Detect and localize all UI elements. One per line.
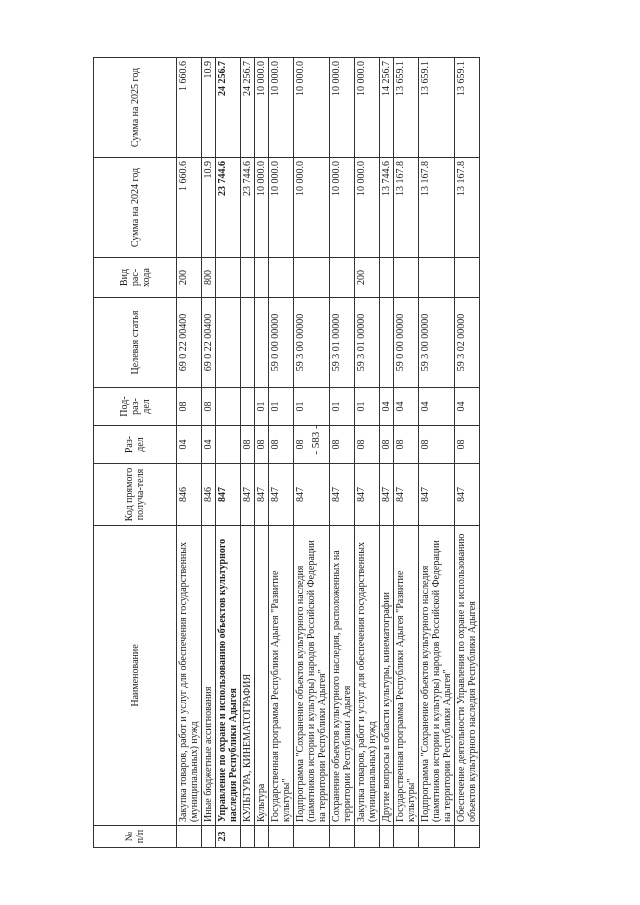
- cell-name: Закупка товаров, работ и услуг для обеспечения государственных (муниципальных) нужд: [177, 526, 202, 826]
- cell-subsection: 08: [202, 388, 216, 426]
- cell-code: 847: [294, 464, 330, 526]
- cell-name: Закупка товаров, работ и услуг для обеспечения государственных (муниципальных) нужд: [355, 526, 380, 826]
- cell-target: 59 3 02 00000: [455, 298, 480, 388]
- table-row: [330, 58, 355, 848]
- cell-subsection: 04: [455, 388, 480, 426]
- cell-sum-2025: 13 659.1: [419, 58, 455, 158]
- cell-num: [419, 826, 455, 848]
- cell-sum-2024: 10 000.0: [255, 158, 269, 258]
- cell-code: 847: [330, 464, 355, 526]
- cell-subsection: 01: [294, 388, 330, 426]
- cell-num: [241, 826, 255, 848]
- cell-section: 04: [202, 426, 216, 464]
- cell-expense-type: 200: [355, 258, 380, 298]
- cell-target: 59 3 00 00000: [294, 298, 330, 388]
- cell-section: [216, 426, 241, 464]
- cell-sum-2024: 13 744.6: [380, 158, 394, 258]
- cell-sum-2024: 23 744.6: [216, 158, 241, 258]
- cell-target: [380, 298, 394, 388]
- cell-name: Государственная программа Республики Адыгея "Развитие культуры": [269, 526, 294, 826]
- header-name: Наименование: [94, 526, 177, 826]
- table-row: [294, 58, 330, 848]
- table-row: [419, 58, 455, 848]
- table-row: [216, 58, 241, 848]
- table-row: [255, 58, 269, 848]
- header-expense-type: Вид рас-хода: [94, 258, 177, 298]
- table-row: [269, 58, 294, 848]
- cell-sum-2024: 13 167.8: [419, 158, 455, 258]
- table-row: [394, 58, 419, 848]
- cell-sum-2024: 10 000.0: [330, 158, 355, 258]
- cell-num: [455, 826, 480, 848]
- rotated-table-container: [93, 58, 583, 848]
- cell-name: Управление по охране и использованию объектов культурного наследия Республики Адыгея: [216, 526, 241, 826]
- cell-code: 847: [241, 464, 255, 526]
- table-row: [177, 58, 202, 848]
- table-row: [455, 58, 480, 848]
- header-sum-2024: Сумма на 2024 год: [94, 158, 177, 258]
- cell-num: [330, 826, 355, 848]
- cell-name: Обеспечение деятельности Управления по охране и использованию объектов культурного наследия Республики Адыгея: [455, 526, 480, 826]
- cell-target: [216, 298, 241, 388]
- table-row: [355, 58, 380, 848]
- cell-expense-type: 800: [202, 258, 216, 298]
- cell-num: [394, 826, 419, 848]
- cell-expense-type: [419, 258, 455, 298]
- cell-num: [294, 826, 330, 848]
- cell-sum-2025: 10 000.0: [330, 58, 355, 158]
- cell-sum-2025: 24 256.7: [241, 58, 255, 158]
- cell-name: Подпрограмма "Сохранение объектов культурного наследия (памятников истории и культуры) народов Российской Федерации на территории Республики Адыгея": [294, 526, 330, 826]
- cell-expense-type: [380, 258, 394, 298]
- cell-code: 847: [269, 464, 294, 526]
- cell-sum-2024: 13 167.8: [394, 158, 419, 258]
- header-subsection: Под-раз-дел: [94, 388, 177, 426]
- cell-code: 847: [216, 464, 241, 526]
- cell-name: КУЛЬТУРА, КИНЕМАТОГРАФИЯ: [241, 526, 255, 826]
- cell-num: [355, 826, 380, 848]
- cell-expense-type: [216, 258, 241, 298]
- cell-target: 59 3 01 00000: [330, 298, 355, 388]
- cell-name: Другие вопросы в области культуры, кинематографии: [380, 526, 394, 826]
- cell-code: 847: [255, 464, 269, 526]
- header-target: Целевая статья: [94, 298, 177, 388]
- table-row: [380, 58, 394, 848]
- cell-subsection: 04: [394, 388, 419, 426]
- cell-target: 59 3 00 00000: [419, 298, 455, 388]
- cell-code: 847: [355, 464, 380, 526]
- cell-target: 59 0 00 00000: [394, 298, 419, 388]
- cell-subsection: 04: [419, 388, 455, 426]
- cell-sum-2025: 10.9: [202, 58, 216, 158]
- cell-section: 08: [241, 426, 255, 464]
- cell-subsection: 04: [380, 388, 394, 426]
- cell-name: Подпрограмма "Сохранение объектов культурного наследия (памятников истории и культуры) народов Российской Федерации на территории Республики Адыгея": [419, 526, 455, 826]
- cell-sum-2024: 10 000.0: [294, 158, 330, 258]
- cell-section: 08: [330, 426, 355, 464]
- cell-code: 846: [177, 464, 202, 526]
- cell-sum-2024: 1 660.6: [177, 158, 202, 258]
- cell-sum-2025: 13 659.1: [394, 58, 419, 158]
- cell-sum-2025: 10 000.0: [255, 58, 269, 158]
- table-header-row: [94, 58, 177, 848]
- cell-sum-2025: 10 000.0: [269, 58, 294, 158]
- cell-section: 08: [419, 426, 455, 464]
- cell-sum-2025: 14 256.7: [380, 58, 394, 158]
- cell-sum-2025: 10 000.0: [355, 58, 380, 158]
- cell-sum-2025: 24 256.7: [216, 58, 241, 158]
- cell-target: 69 0 22 00400: [202, 298, 216, 388]
- header-code: Код прямого получа-теля: [94, 464, 177, 526]
- cell-sum-2025: 1 660.6: [177, 58, 202, 158]
- cell-expense-type: [255, 258, 269, 298]
- cell-code: 846: [202, 464, 216, 526]
- cell-expense-type: 200: [177, 258, 202, 298]
- cell-subsection: [241, 388, 255, 426]
- cell-code: 847: [380, 464, 394, 526]
- cell-expense-type: [241, 258, 255, 298]
- cell-name: Иные бюджетные ассигнования: [202, 526, 216, 826]
- cell-subsection: 01: [330, 388, 355, 426]
- cell-code: 847: [394, 464, 419, 526]
- cell-subsection: 01: [269, 388, 294, 426]
- cell-expense-type: [330, 258, 355, 298]
- cell-subsection: 01: [255, 388, 269, 426]
- cell-section: 08: [355, 426, 380, 464]
- cell-sum-2025: 10 000.0: [294, 58, 330, 158]
- cell-num: [177, 826, 202, 848]
- budget-table: [93, 57, 480, 848]
- header-sum-2025: Сумма на 2025 год: [94, 58, 177, 158]
- cell-name: Культура: [255, 526, 269, 826]
- cell-subsection: 08: [177, 388, 202, 426]
- cell-expense-type: [294, 258, 330, 298]
- cell-target: 59 0 00 00000: [269, 298, 294, 388]
- header-section: Раз-дел: [94, 426, 177, 464]
- cell-num: [269, 826, 294, 848]
- cell-num: 23: [216, 826, 241, 848]
- cell-sum-2025: 13 659.1: [455, 58, 480, 158]
- cell-code: 847: [419, 464, 455, 526]
- cell-subsection: [216, 388, 241, 426]
- cell-section: 08: [394, 426, 419, 464]
- cell-code: 847: [455, 464, 480, 526]
- table-row: [202, 58, 216, 848]
- cell-expense-type: [269, 258, 294, 298]
- cell-target: [255, 298, 269, 388]
- cell-sum-2024: 10 000.0: [269, 158, 294, 258]
- cell-section: 08: [255, 426, 269, 464]
- cell-num: [380, 826, 394, 848]
- cell-sum-2024: 10.9: [202, 158, 216, 258]
- cell-target: [241, 298, 255, 388]
- cell-target: 59 3 01 00000: [355, 298, 380, 388]
- header-num: № п/п: [94, 826, 177, 848]
- cell-subsection: 01: [355, 388, 380, 426]
- cell-num: [202, 826, 216, 848]
- cell-section: 08: [380, 426, 394, 464]
- cell-expense-type: [394, 258, 419, 298]
- cell-name: Государственная программа Республики Адыгея "Развитие культуры": [394, 526, 419, 826]
- cell-section: 04: [177, 426, 202, 464]
- cell-sum-2024: 10 000.0: [355, 158, 380, 258]
- cell-name: Сохранение объектов культурного наследия, расположенных на территории Республики Адыгея: [330, 526, 355, 826]
- cell-section: 08: [269, 426, 294, 464]
- table-row: [241, 58, 255, 848]
- cell-target: 69 0 22 00400: [177, 298, 202, 388]
- cell-sum-2024: 23 744.6: [241, 158, 255, 258]
- cell-section: 08: [455, 426, 480, 464]
- page-number: - 583 -: [310, 425, 322, 455]
- cell-expense-type: [455, 258, 480, 298]
- cell-section: 08: [294, 426, 330, 464]
- cell-sum-2024: 13 167.8: [455, 158, 480, 258]
- cell-num: [255, 826, 269, 848]
